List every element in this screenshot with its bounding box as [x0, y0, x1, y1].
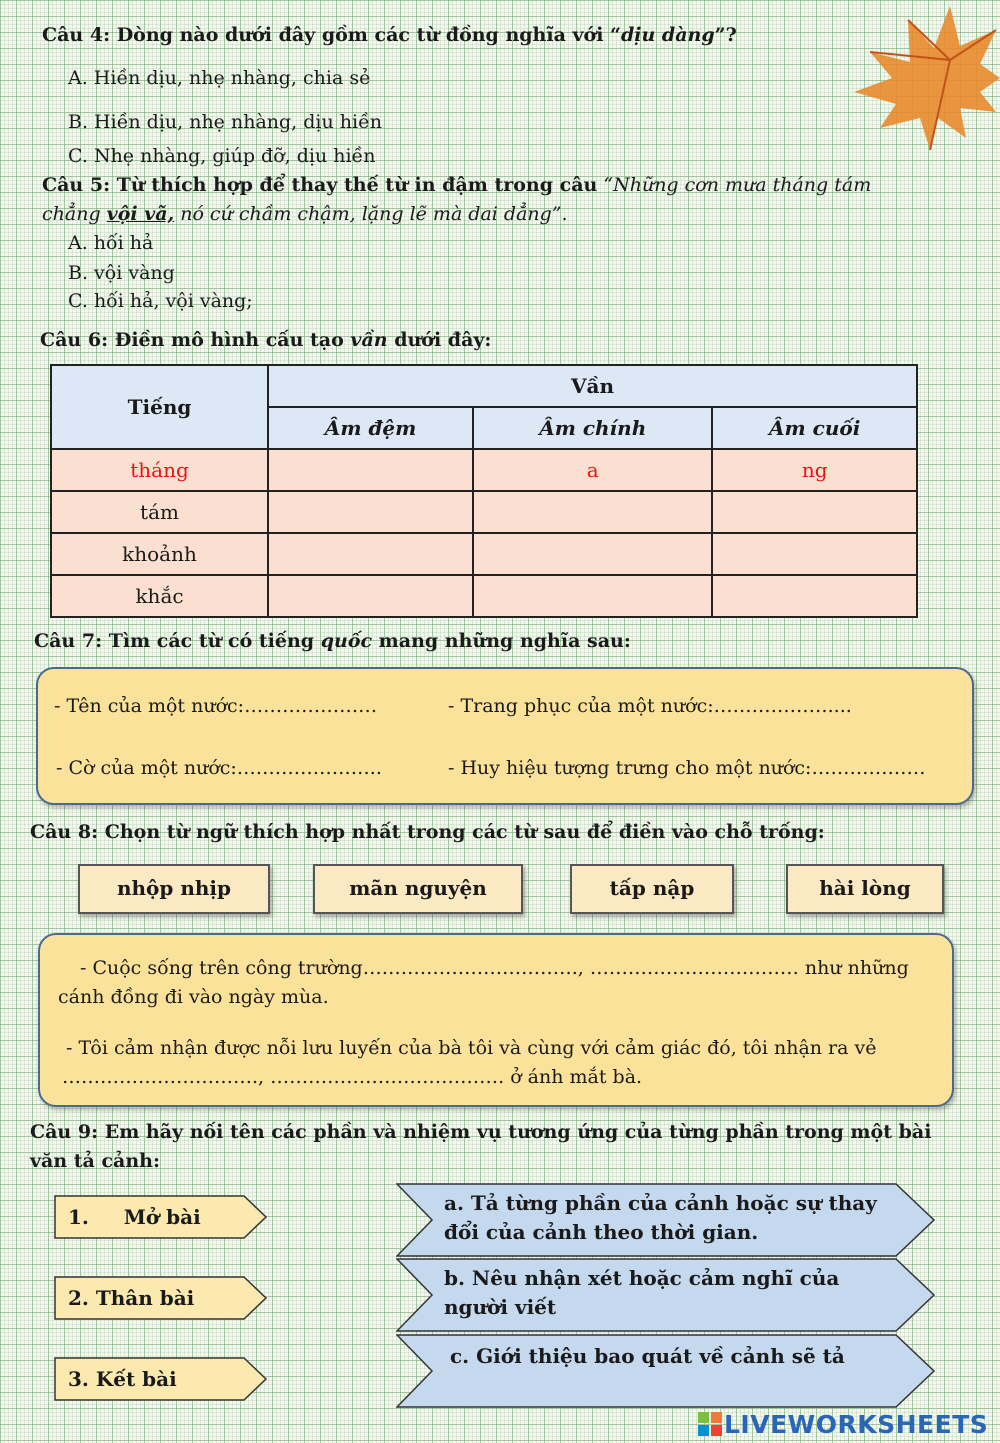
question-9-title-b: văn tả cảnh: [30, 1150, 161, 1172]
cell-am-chinh[interactable] [473, 491, 712, 533]
header-am-dem: Âm đệm [268, 407, 473, 449]
q4-option-b[interactable]: B. Hiền dịu, nhẹ nhàng, dịu hiền [68, 111, 383, 133]
question-7-title [34, 630, 631, 652]
task-b-line2: người viết [444, 1295, 557, 1319]
part-label: 3. Kết bài [68, 1367, 177, 1391]
q5-option-a[interactable]: A. hối hả [68, 232, 154, 254]
cell-am-chinh[interactable] [473, 533, 712, 575]
word-chip[interactable]: hài lòng [786, 864, 944, 914]
q7-item-costume[interactable]: - Trang phục của một nước:……………….... [448, 695, 852, 717]
task-c-line1: c. Giới thiệu bao quát về cảnh sẽ tả [450, 1344, 845, 1368]
q6-keyword: vần [350, 329, 388, 351]
cell-am-dem[interactable] [268, 533, 473, 575]
q4-prefix: Câu 4: Dòng nào dưới đây gồm các từ đồng nghĩa với “ [42, 24, 621, 46]
header-van: Vần [268, 365, 917, 407]
liveworksheets-logo [698, 1410, 988, 1439]
cell-am-chinh[interactable] [473, 575, 712, 617]
task-c[interactable] [396, 1334, 936, 1408]
q5-option-c[interactable]: C. hối hả, vội vàng; [68, 290, 253, 312]
q5-option-b[interactable]: B. vội vàng [68, 262, 175, 284]
task-a[interactable] [396, 1183, 936, 1257]
task-b[interactable] [396, 1258, 936, 1332]
brand-name: LIVEWORKSHEETS [724, 1410, 989, 1439]
q6-suffix: dưới đây: [387, 329, 492, 351]
q5-prefix: Câu 5: Từ thích hợp để thay thế từ in đậm trong câu [42, 174, 598, 196]
q8-sentence-1b: cánh đồng đi vào ngày mùa. [58, 986, 329, 1008]
table-row [51, 575, 917, 617]
cell-am-cuoi[interactable] [712, 575, 917, 617]
cell-am-cuoi[interactable] [712, 533, 917, 575]
q7-answer-box [36, 667, 974, 805]
cell-am-dem[interactable] [268, 491, 473, 533]
question-4-title [42, 24, 737, 46]
q7-item-emblem[interactable]: - Huy hiệu tượng trưng cho một nước:……………… [448, 757, 926, 779]
question-6-title [40, 329, 491, 351]
task-a-line1: a. Tả từng phần của cảnh hoặc sự thay [444, 1191, 877, 1215]
part-than-bai[interactable] [54, 1276, 268, 1320]
part-label: 1. Mở bài [68, 1205, 201, 1229]
table-row [51, 491, 917, 533]
maple-leaf-icon [810, 0, 1000, 150]
word-chip[interactable]: tấp nập [570, 864, 734, 914]
word-chip[interactable]: nhộp nhịp [78, 864, 270, 914]
q4-keyword: dịu dàng [621, 24, 715, 46]
part-mo-bai[interactable] [54, 1195, 268, 1239]
q8-sentence-box [38, 933, 954, 1107]
q5-quote-a: “Những cơn mưa tháng tám [597, 174, 872, 196]
word-chip[interactable]: mãn nguyện [313, 864, 523, 914]
q7-item-name[interactable]: - Tên của một nước:………………… [54, 695, 378, 717]
header-am-cuoi: Âm cuối [712, 407, 917, 449]
question-9-title-a: Câu 9: Em hãy nối tên các phần và nhiệm vụ tương ứng của từng phần trong một bài [30, 1121, 932, 1143]
q5-quote-line [42, 203, 568, 225]
cell-am-dem [268, 449, 473, 491]
q7-suffix: mang những nghĩa sau: [372, 630, 631, 652]
table-row [51, 533, 917, 575]
q8-sentence-1a: - Cuộc sống trên công trường……………………………., …………………………… như những [80, 957, 909, 979]
part-ket-bai[interactable] [54, 1357, 268, 1401]
q4-suffix: ”? [714, 24, 737, 46]
cell-tieng: tám [51, 491, 268, 533]
header-am-chinh: Âm chính [473, 407, 712, 449]
q6-prefix: Câu 6: Điền mô hình cấu tạo [40, 329, 351, 351]
cell-am-cuoi[interactable] [712, 491, 917, 533]
cell-tieng: tháng [51, 449, 268, 491]
blocks-icon [698, 1412, 722, 1436]
cell-am-cuoi: ng [712, 449, 917, 491]
task-a-line2: đổi của cảnh theo thời gian. [444, 1220, 759, 1244]
q4-option-a[interactable]: A. Hiền dịu, nhẹ nhàng, chia sẻ [68, 67, 371, 89]
cell-am-chinh: a [473, 449, 712, 491]
header-tieng: Tiếng [51, 365, 268, 449]
q4-option-c[interactable]: C. Nhẹ nhàng, giúp đỡ, dịu hiền [68, 145, 376, 167]
q5-quote-c: nó cứ chầm chậm, lặng lẽ mà dai dẳng”. [174, 203, 568, 225]
part-label: 2. Thân bài [68, 1286, 195, 1310]
task-b-line1: b. Nêu nhận xét hoặc cảm nghĩ của [444, 1266, 840, 1290]
table-row [51, 449, 917, 491]
question-5-title [42, 174, 871, 196]
cell-am-dem[interactable] [268, 575, 473, 617]
question-8-title: Câu 8: Chọn từ ngữ thích hợp nhất trong các từ sau để điền vào chỗ trống: [30, 821, 825, 843]
q5-bold-word: vội vã, [106, 203, 175, 225]
q7-item-flag[interactable]: - Cờ của một nước:………………….. [56, 757, 382, 779]
q7-keyword: quốc [320, 630, 373, 652]
cell-tieng: khắc [51, 575, 268, 617]
q5-quote-b: chẳng [42, 203, 107, 225]
rhyme-structure-table [50, 364, 918, 618]
q8-sentence-2a: - Tôi cảm nhận được nỗi lưu luyến của bà tôi và cùng với cảm giác đó, tôi nhận ra vẻ [66, 1037, 877, 1059]
q8-sentence-2b: …………………………., ………………………………. ở ánh mắt bà. [62, 1066, 643, 1088]
q7-prefix: Câu 7: Tìm các từ có tiếng [34, 630, 321, 652]
cell-tieng: khoảnh [51, 533, 268, 575]
